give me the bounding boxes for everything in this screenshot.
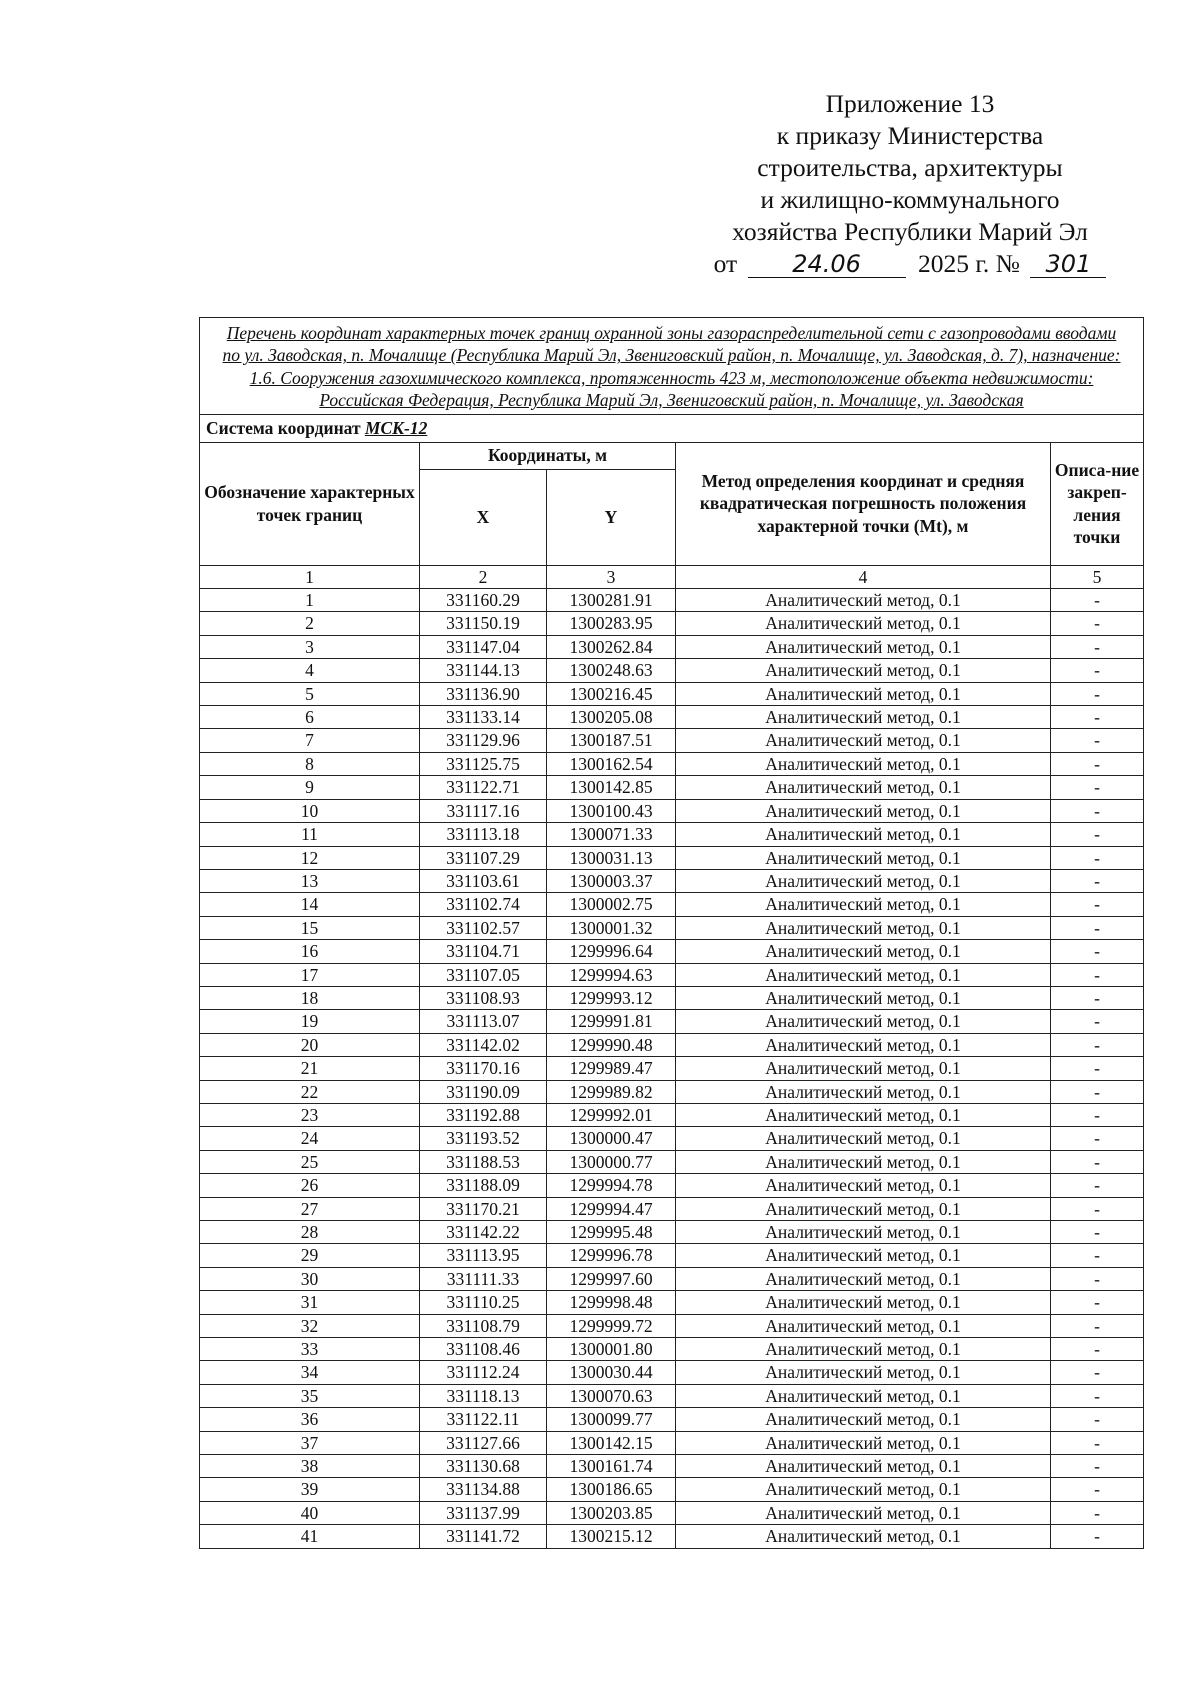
description-cell: - [1051,1291,1144,1314]
point-number-cell: 15 [200,916,420,939]
description-cell: - [1051,963,1144,986]
x-cell: 331107.29 [420,846,547,869]
table-row [200,1408,1144,1431]
point-number-cell: 21 [200,1057,420,1080]
point-number-cell: 41 [200,1525,420,1548]
method-cell: Аналитический метод, 0.1 [676,940,1051,963]
point-number-cell: 12 [200,846,420,869]
point-number-cell: 34 [200,1361,420,1384]
method-cell: Аналитический метод, 0.1 [676,1478,1051,1501]
method-cell: Аналитический метод, 0.1 [676,1080,1051,1103]
point-number-cell: 29 [200,1244,420,1267]
column-numbers-row [200,565,1144,588]
description-cell: - [1051,1267,1144,1290]
method-cell: Аналитический метод, 0.1 [676,1103,1051,1126]
description-cell: - [1051,823,1144,846]
column-number: 4 [676,565,1051,588]
description-cell: - [1051,612,1144,635]
method-cell: Аналитический метод, 0.1 [676,1291,1051,1314]
x-cell: 331150.19 [420,612,547,635]
x-cell: 331170.16 [420,1057,547,1080]
point-number-cell: 31 [200,1291,420,1314]
point-number-cell: 11 [200,823,420,846]
method-cell: Аналитический метод, 0.1 [676,1127,1051,1150]
x-cell: 331142.02 [420,1033,547,1056]
table-row [200,1291,1144,1314]
x-cell: 331122.71 [420,776,547,799]
x-cell: 331108.93 [420,986,547,1009]
method-cell: Аналитический метод, 0.1 [676,869,1051,892]
point-number-cell: 32 [200,1314,420,1337]
y-cell: 1300216.45 [547,682,676,705]
table-row [200,1033,1144,1056]
table-row [200,1314,1144,1337]
description-cell: - [1051,682,1144,705]
x-cell: 331133.14 [420,706,547,729]
method-cell: Аналитический метод, 0.1 [676,1221,1051,1244]
description-cell: - [1051,1127,1144,1150]
header-coords: Координаты, м [420,442,676,469]
y-cell: 1300001.80 [547,1338,676,1361]
x-cell: 331117.16 [420,799,547,822]
header-line: к приказу Министерства [776,121,1044,150]
y-cell: 1300142.15 [547,1431,676,1454]
y-cell: 1299995.48 [547,1221,676,1244]
table-caption: Перечень координат характерных точек границ охранной зоны газораспределительной сети с газопроводами вводами по ул. Заводская, п. Мочалище (Республика Марий Эл, Звениговский район, п. Мочалище, ул. Заводская, д. 7), назначение: 1.6. Сооружения газохимического комплекса, протяженность 423 м, местоположение объекта недвижимости: Российская Федерация, Республика Марий Эл, Звениговский район, п. Мочалище, ул. Заводская [200,318,1144,415]
y-cell: 1300187.51 [547,729,676,752]
x-cell: 331104.71 [420,940,547,963]
x-cell: 331136.90 [420,682,547,705]
description-cell: - [1051,869,1144,892]
header-line: Приложение 13 [825,89,995,118]
y-cell: 1300248.63 [547,659,676,682]
point-number-cell: 35 [200,1384,420,1407]
table-row [200,1057,1144,1080]
description-cell: - [1051,1408,1144,1431]
x-cell: 331141.72 [420,1525,547,1548]
method-cell: Аналитический метод, 0.1 [676,1431,1051,1454]
description-cell: - [1051,635,1144,658]
header-y: Y [547,469,676,565]
y-cell: 1299993.12 [547,986,676,1009]
point-number-cell: 39 [200,1478,420,1501]
x-cell: 331108.46 [420,1338,547,1361]
table-row [200,823,1144,846]
description-cell: - [1051,729,1144,752]
method-cell: Аналитический метод, 0.1 [676,1244,1051,1267]
table-row [200,659,1144,682]
coordinate-system-label: Система координат [206,417,361,438]
point-number-cell: 27 [200,1197,420,1220]
column-number: 5 [1051,565,1144,588]
x-cell: 331125.75 [420,752,547,775]
method-cell: Аналитический метод, 0.1 [676,776,1051,799]
x-cell: 331130.68 [420,1455,547,1478]
description-cell: - [1051,659,1144,682]
method-cell: Аналитический метод, 0.1 [676,963,1051,986]
y-cell: 1299992.01 [547,1103,676,1126]
table-row [200,589,1144,612]
table-row [200,916,1144,939]
y-cell: 1299997.60 [547,1267,676,1290]
method-cell: Аналитический метод, 0.1 [676,706,1051,729]
table-row [200,706,1144,729]
handwritten-date: 24.06 [748,251,906,278]
y-cell: 1299994.78 [547,1174,676,1197]
x-cell: 331103.61 [420,869,547,892]
table-row [200,1525,1144,1548]
point-number-cell: 37 [200,1431,420,1454]
method-cell: Аналитический метод, 0.1 [676,893,1051,916]
x-cell: 331192.88 [420,1103,547,1126]
y-cell: 1299998.48 [547,1291,676,1314]
table-row [200,612,1144,635]
point-number-cell: 33 [200,1338,420,1361]
x-cell: 331112.24 [420,1361,547,1384]
y-cell: 1300070.63 [547,1384,676,1407]
table-row [200,1103,1144,1126]
point-number-cell: 36 [200,1408,420,1431]
point-number-cell: 3 [200,635,420,658]
y-cell: 1300071.33 [547,823,676,846]
point-number-cell: 20 [200,1033,420,1056]
table-row [200,1384,1144,1407]
table-caption-row [200,318,1144,415]
method-cell: Аналитический метод, 0.1 [676,846,1051,869]
table-row [200,1267,1144,1290]
description-cell: - [1051,846,1144,869]
x-cell: 331137.99 [420,1501,547,1524]
x-cell: 331160.29 [420,589,547,612]
table-row [200,869,1144,892]
x-cell: 331142.22 [420,1221,547,1244]
x-cell: 331190.09 [420,1080,547,1103]
method-cell: Аналитический метод, 0.1 [676,729,1051,752]
y-cell: 1299989.47 [547,1057,676,1080]
x-cell: 331111.33 [420,1267,547,1290]
table-row [200,1174,1144,1197]
table-row [200,963,1144,986]
point-number-cell: 13 [200,869,420,892]
header-desc: Описа-ние закреп-ления точки [1051,442,1144,565]
table-row [200,752,1144,775]
column-number: 3 [547,565,676,588]
point-number-cell: 14 [200,893,420,916]
coordinates-table [199,317,1144,1549]
handwritten-number: 301 [1030,251,1106,278]
method-cell: Аналитический метод, 0.1 [676,986,1051,1009]
y-cell: 1300215.12 [547,1525,676,1548]
point-number-cell: 7 [200,729,420,752]
y-cell: 1300099.77 [547,1408,676,1431]
method-cell: Аналитический метод, 0.1 [676,823,1051,846]
point-number-cell: 30 [200,1267,420,1290]
description-cell: - [1051,1525,1144,1548]
table-row [200,682,1144,705]
y-cell: 1300031.13 [547,846,676,869]
point-number-cell: 22 [200,1080,420,1103]
table-row [200,893,1144,916]
description-cell: - [1051,752,1144,775]
table-row [200,986,1144,1009]
y-cell: 1300205.08 [547,706,676,729]
x-cell: 331188.09 [420,1174,547,1197]
point-number-cell: 8 [200,752,420,775]
point-number-cell: 4 [200,659,420,682]
order-date-line [680,248,1140,280]
method-cell: Аналитический метод, 0.1 [676,1314,1051,1337]
x-cell: 331122.11 [420,1408,547,1431]
description-cell: - [1051,916,1144,939]
description-cell: - [1051,589,1144,612]
description-cell: - [1051,1174,1144,1197]
method-cell: Аналитический метод, 0.1 [676,1010,1051,1033]
y-cell: 1300001.32 [547,916,676,939]
x-cell: 331127.66 [420,1431,547,1454]
description-cell: - [1051,1103,1144,1126]
method-cell: Аналитический метод, 0.1 [676,1361,1051,1384]
point-number-cell: 16 [200,940,420,963]
y-cell: 1300002.75 [547,893,676,916]
y-cell: 1299989.82 [547,1080,676,1103]
method-cell: Аналитический метод, 0.1 [676,612,1051,635]
description-cell: - [1051,706,1144,729]
y-cell: 1299999.72 [547,1314,676,1337]
header-point: Обозначение характерных точек границ [200,442,420,565]
method-cell: Аналитический метод, 0.1 [676,1455,1051,1478]
point-number-cell: 38 [200,1455,420,1478]
header-x: X [420,469,547,565]
x-cell: 331113.07 [420,1010,547,1033]
y-cell: 1299991.81 [547,1010,676,1033]
table-row [200,940,1144,963]
point-number-cell: 6 [200,706,420,729]
column-number: 1 [200,565,420,588]
description-cell: - [1051,1431,1144,1454]
point-number-cell: 23 [200,1103,420,1126]
point-number-cell: 9 [200,776,420,799]
point-number-cell: 18 [200,986,420,1009]
point-number-cell: 40 [200,1501,420,1524]
point-number-cell: 25 [200,1150,420,1173]
x-cell: 331129.96 [420,729,547,752]
method-cell: Аналитический метод, 0.1 [676,659,1051,682]
x-cell: 331110.25 [420,1291,547,1314]
method-cell: Аналитический метод, 0.1 [676,1057,1051,1080]
description-cell: - [1051,1197,1144,1220]
y-cell: 1300030.44 [547,1361,676,1384]
x-cell: 331107.05 [420,963,547,986]
x-cell: 331193.52 [420,1127,547,1150]
table-row [200,1150,1144,1173]
table-row [200,1478,1144,1501]
method-cell: Аналитический метод, 0.1 [676,635,1051,658]
table-row [200,1221,1144,1244]
table-row [200,1455,1144,1478]
point-number-cell: 24 [200,1127,420,1150]
table-row [200,1244,1144,1267]
y-cell: 1300003.37 [547,869,676,892]
method-cell: Аналитический метод, 0.1 [676,1501,1051,1524]
point-number-cell: 1 [200,589,420,612]
y-cell: 1300000.77 [547,1150,676,1173]
method-cell: Аналитический метод, 0.1 [676,1525,1051,1548]
description-cell: - [1051,1384,1144,1407]
header-row [200,442,1144,469]
header-line: и жилищно-коммунального [760,185,1060,214]
point-number-cell: 2 [200,612,420,635]
y-cell: 1300162.54 [547,752,676,775]
method-cell: Аналитический метод, 0.1 [676,1384,1051,1407]
x-cell: 331170.21 [420,1197,547,1220]
point-number-cell: 5 [200,682,420,705]
column-number: 2 [420,565,547,588]
table-row [200,1127,1144,1150]
description-cell: - [1051,1221,1144,1244]
table-row [200,1080,1144,1103]
method-cell: Аналитический метод, 0.1 [676,1033,1051,1056]
y-cell: 1300203.85 [547,1501,676,1524]
method-cell: Аналитический метод, 0.1 [676,1267,1051,1290]
coordinate-system-row [200,414,1144,442]
x-cell: 331102.57 [420,916,547,939]
y-cell: 1299990.48 [547,1033,676,1056]
appendix-header [680,88,1140,280]
table-row [200,1501,1144,1524]
table-row [200,776,1144,799]
year-text: 2025 г. № [917,249,1020,278]
y-cell: 1300262.84 [547,635,676,658]
point-number-cell: 19 [200,1010,420,1033]
y-cell: 1300186.65 [547,1478,676,1501]
method-cell: Аналитический метод, 0.1 [676,1150,1051,1173]
description-cell: - [1051,1150,1144,1173]
description-cell: - [1051,1455,1144,1478]
x-cell: 331118.13 [420,1384,547,1407]
method-cell: Аналитический метод, 0.1 [676,1197,1051,1220]
method-cell: Аналитический метод, 0.1 [676,1338,1051,1361]
table-row [200,846,1144,869]
description-cell: - [1051,1010,1144,1033]
table-row [200,635,1144,658]
description-cell: - [1051,1244,1144,1267]
description-cell: - [1051,1314,1144,1337]
table-row [200,1010,1144,1033]
x-cell: 331113.18 [420,823,547,846]
table-row [200,1338,1144,1361]
y-cell: 1299996.64 [547,940,676,963]
coordinate-system-value: МСК-12 [364,417,428,438]
y-cell: 1300142.85 [547,776,676,799]
method-cell: Аналитический метод, 0.1 [676,589,1051,612]
point-number-cell: 28 [200,1221,420,1244]
x-cell: 331147.04 [420,635,547,658]
y-cell: 1299994.47 [547,1197,676,1220]
method-cell: Аналитический метод, 0.1 [676,916,1051,939]
description-cell: - [1051,940,1144,963]
y-cell: 1300281.91 [547,589,676,612]
description-cell: - [1051,1033,1144,1056]
description-cell: - [1051,1478,1144,1501]
table-row [200,1431,1144,1454]
method-cell: Аналитический метод, 0.1 [676,799,1051,822]
table-row [200,1361,1144,1384]
point-number-cell: 17 [200,963,420,986]
header-line: строительства, архитектуры [757,153,1063,182]
description-cell: - [1051,986,1144,1009]
method-cell: Аналитический метод, 0.1 [676,1408,1051,1431]
point-number-cell: 10 [200,799,420,822]
description-cell: - [1051,1080,1144,1103]
method-cell: Аналитический метод, 0.1 [676,752,1051,775]
description-cell: - [1051,799,1144,822]
description-cell: - [1051,1501,1144,1524]
y-cell: 1299996.78 [547,1244,676,1267]
y-cell: 1300283.95 [547,612,676,635]
date-prefix: от [713,249,738,278]
x-cell: 331108.79 [420,1314,547,1337]
method-cell: Аналитический метод, 0.1 [676,682,1051,705]
point-number-cell: 26 [200,1174,420,1197]
x-cell: 331188.53 [420,1150,547,1173]
header-line: хозяйства Республики Марий Эл [732,217,1088,246]
x-cell: 331102.74 [420,893,547,916]
y-cell: 1299994.63 [547,963,676,986]
x-cell: 331113.95 [420,1244,547,1267]
table-row [200,799,1144,822]
x-cell: 331144.13 [420,659,547,682]
method-cell: Аналитический метод, 0.1 [676,1174,1051,1197]
description-cell: - [1051,1057,1144,1080]
y-cell: 1300000.47 [547,1127,676,1150]
coordinate-system [200,414,1144,442]
description-cell: - [1051,1338,1144,1361]
y-cell: 1300161.74 [547,1455,676,1478]
description-cell: - [1051,1361,1144,1384]
x-cell: 331134.88 [420,1478,547,1501]
table-row [200,1197,1144,1220]
table-row [200,729,1144,752]
y-cell: 1300100.43 [547,799,676,822]
description-cell: - [1051,893,1144,916]
header-method: Метод определения координат и средняя квадратическая погрешность положения характерной точки (Mt), м [676,442,1051,565]
description-cell: - [1051,776,1144,799]
